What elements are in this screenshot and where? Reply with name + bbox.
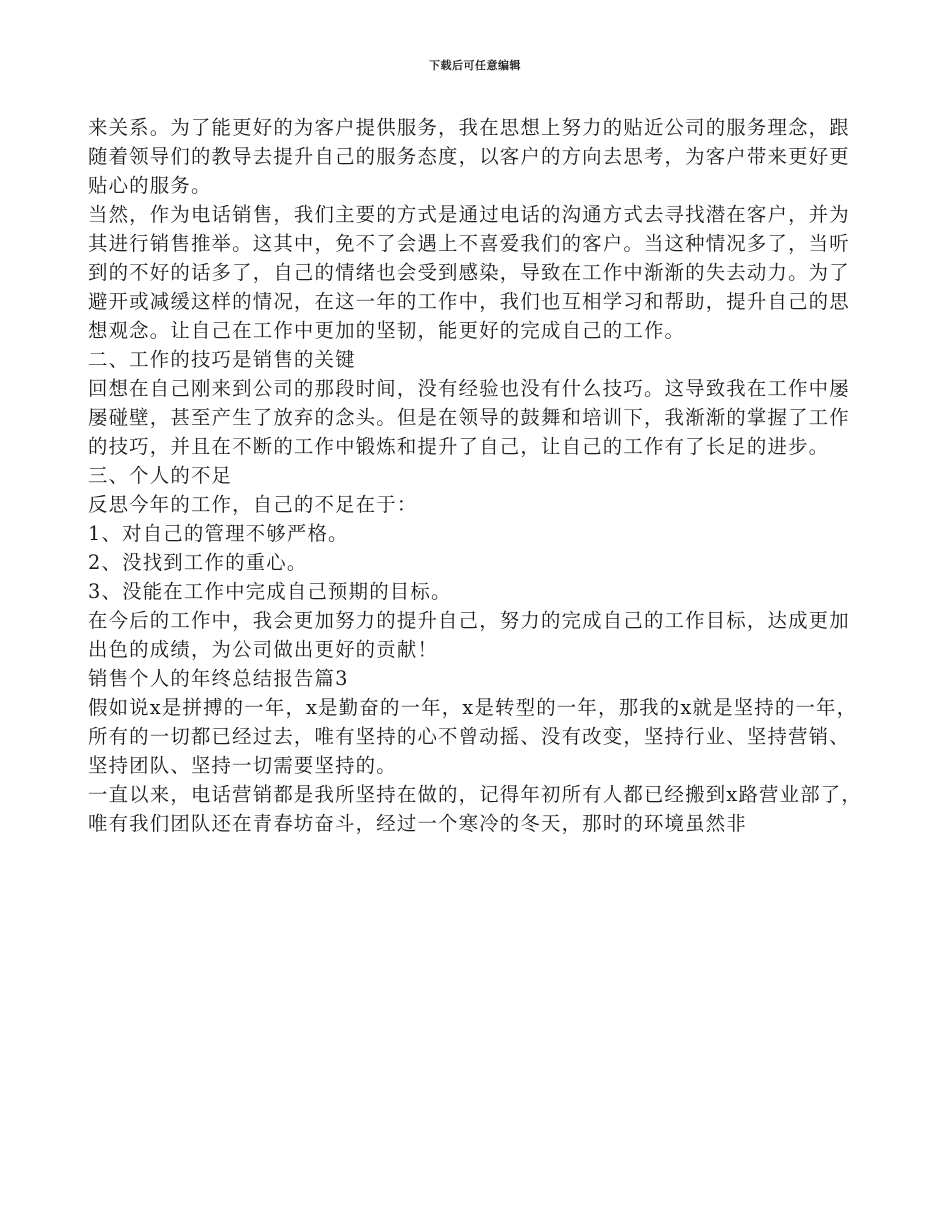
paragraph-service: 来关系。为了能更好的为客户提供服务，我在思想上努力的贴近公司的服务理念，跟随着领导们的教导去提升自己的服务态度，以客户的方向去思考，为客户带来更好更贴心的服务。 [88, 116, 850, 197]
document-body [88, 113, 864, 838]
paragraph-telemarketing: 一直以来，电话营销都是我所坚持在做的，记得年初所有人都已经搬到x路营业部了，唯有我们团队还在青春坊奋斗，经过一个寒冷的冬天，那时的环境虽然非 [88, 783, 862, 835]
paragraph-phone-sales: 当然，作为电话销售，我们主要的方式是通过电话的沟通方式去寻找潜在客户，并为其进行销售推举。这其中，免不了会遇上不喜爱我们的客户。当这种情况多了，当听到的不好的话多了，自己的情绪也会受到感染，导致在工作中渐渐的失去动力。为了避开或减缓这样的情况，在这一年的工作中，我们也互相学习和帮助，提升自己的思想观念。让自己在工作中更加的坚韧，能更好的完成自己的工作。 [88, 203, 850, 342]
page-header: 下载后可任意编辑 [429, 59, 521, 72]
section-heading-shortcomings: 三、个人的不足 [88, 464, 233, 487]
paragraph-future: 在今后的工作中，我会更加努力的提升自己，努力的完成自己的工作目标，达成更加出色的成绩，为公司做出更好的贡献！ [88, 609, 850, 661]
section-heading-skills: 二、工作的技巧是销售的关键 [88, 348, 356, 371]
paragraph-skills: 回想在自己刚来到公司的那段时间，没有经验也没有什么技巧。这导致我在工作中屡屡碰壁，甚至产生了放弃的念头。但是在领导的鼓舞和培训下，我渐渐的掌握了工作的技巧，并且在不断的工作中锻炼和提升了自己，让自己的工作有了长足的进步。 [88, 377, 850, 458]
list-item-2: 2、没找到工作的重心。 [88, 551, 308, 574]
list-item-1: 1、对自己的管理不够严格。 [88, 522, 349, 545]
article-title-part3: 销售个人的年终总结报告篇3 [88, 667, 349, 690]
paragraph-persistence: 假如说x是拼搏的一年，x是勤奋的一年，x是转型的一年，那我的x就是坚持的一年，所有的一切都已经过去，唯有坚持的心不曾动摇、没有改变，坚持行业、坚持营销、坚持团队、坚持一切需要坚持的。 [88, 696, 858, 777]
list-item-3: 3、没能在工作中完成自己预期的目标。 [88, 580, 452, 603]
paragraph-reflection: 反思今年的工作，自己的不足在于： [88, 493, 418, 516]
